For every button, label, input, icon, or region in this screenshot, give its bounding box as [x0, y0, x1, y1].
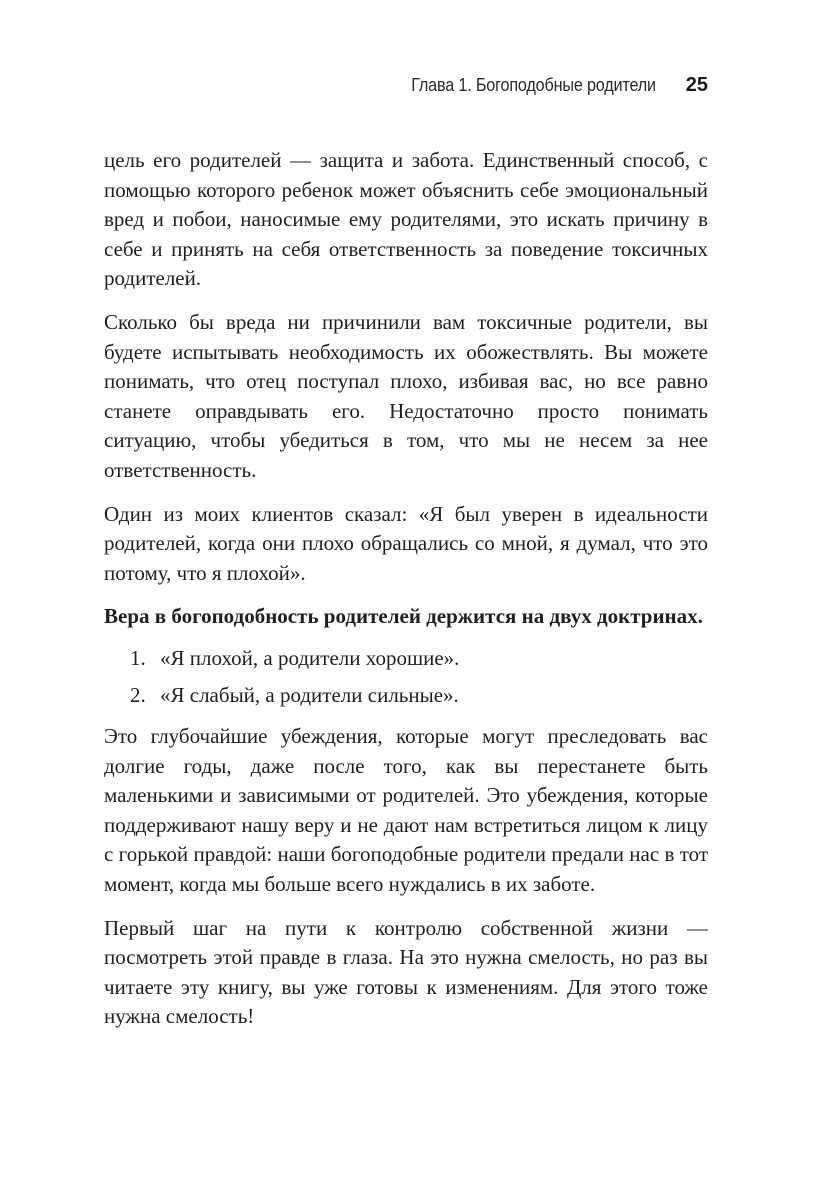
paragraph-6: Первый шаг на пути к контролю собственной жизни — посмотреть этой правде в глаза. На это нужна смелость, но раз вы читаете эту книгу, вы уже готовы к изменениям. Для этого тоже нужна смелость!	[104, 915, 708, 1029]
list-item-text: «Я плохой, а родители хорошие».	[160, 645, 460, 670]
chapter-title: Глава 1. Богоподобные родители	[411, 75, 656, 95]
running-header	[104, 74, 708, 97]
body-text	[104, 146, 708, 1046]
list-item-number: 1.	[130, 645, 146, 670]
page-number: 25	[685, 74, 708, 96]
paragraph-3: Один из моих клиентов сказал: «Я был уверен в идеальности родителей, когда они плохо обращались со мной, я думал, что это потому, что я плохой».	[104, 501, 708, 585]
paragraph-5: Это глубочайшие убеждения, которые могут преследовать вас долгие годы, даже после того, как вы перестанете быть маленькими и зависимыми от родителей. Это убеждения, которые поддерживают нашу веру и не дают нам встретиться лицом к лицу с горькой правдой: наши богоподобные родители предали нас в тот момент, когда мы больше всего нуждались в их заботе.	[104, 724, 708, 897]
bold-statement: Вера в богоподобность родителей держится на двух доктринах.	[104, 604, 703, 629]
paragraph-1: цель его родителей — защита и забота. Единственный способ, с помощью которого ребенок может объяснить себе эмоциональный вред и побои, наносимые ему родителями, это искать причину в себе и принять на себя ответственность за поведение токсичных родителей.	[104, 148, 708, 291]
list-item-text: «Я слабый, а родители сильные».	[160, 682, 459, 707]
paragraph-2: Сколько бы вреда ни причинили вам токсичные родители, вы будете испытывать необходимость их обожествлять. Вы можете понимать, что отец поступал плохо, избивая вас, но все равно станете оправдывать его. Недостаточно просто понимать ситуацию, чтобы убедиться в том, что мы не несем за нее ответственность.	[104, 309, 708, 482]
list-item	[130, 681, 708, 711]
doctrine-list	[104, 644, 708, 710]
list-item	[130, 644, 708, 674]
list-item-number: 2.	[130, 682, 146, 707]
